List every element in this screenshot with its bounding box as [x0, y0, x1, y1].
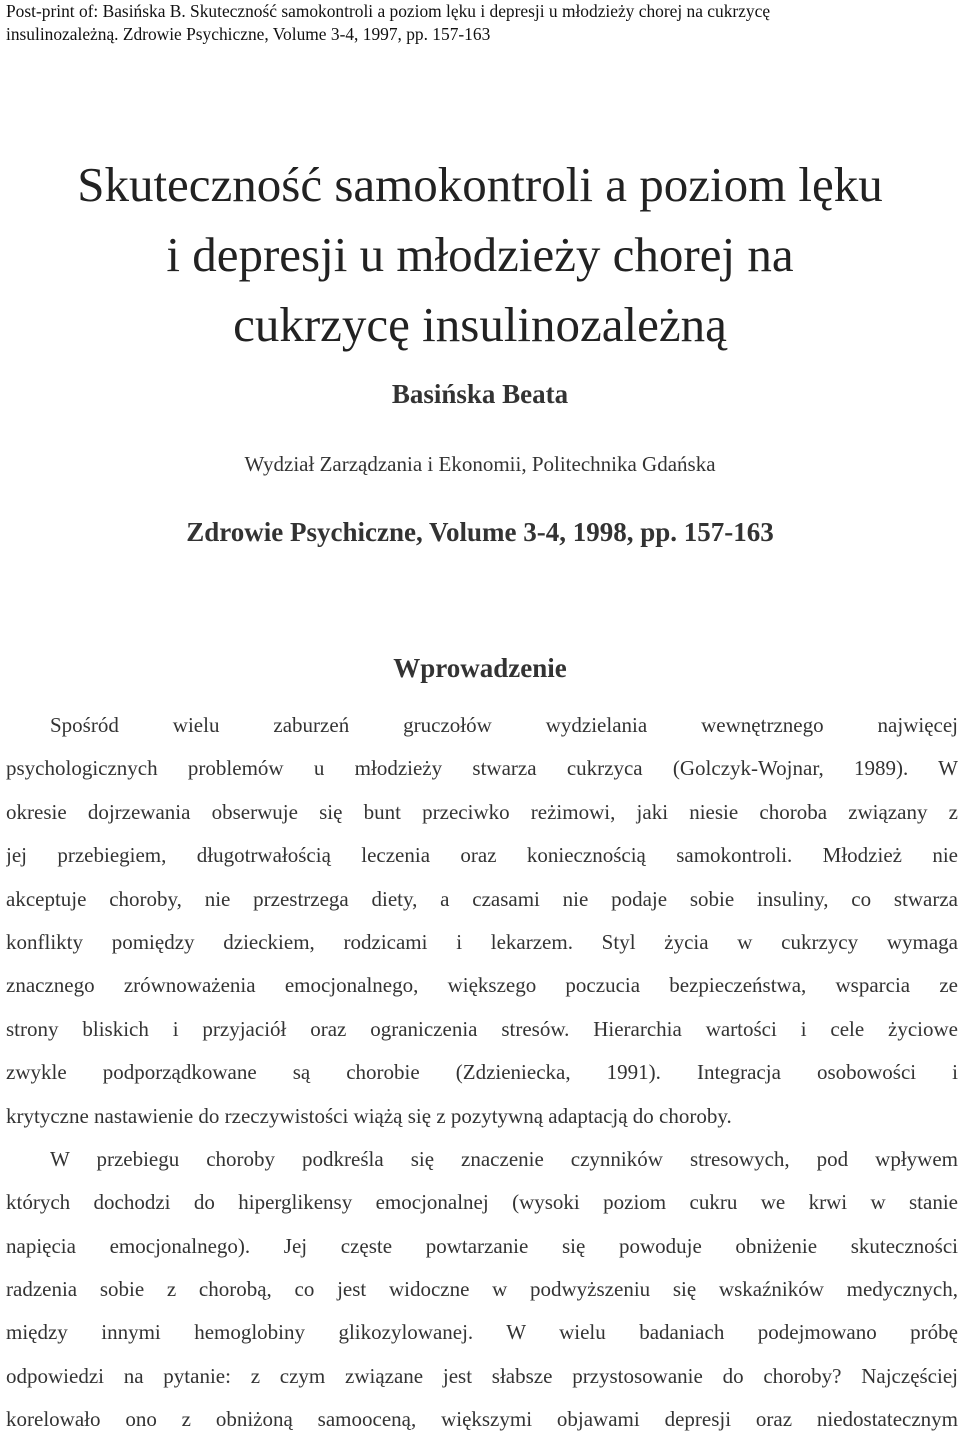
author-affiliation: Wydział Zarządzania i Ekonomii, Politechnika Gdańska — [244, 452, 716, 476]
citation-line-2: insulinozależną. Zdrowie Psychiczne, Volume 3-4, 1997, pp. 157-163 — [6, 24, 491, 44]
body-line: jej przebiegiem, długotrwałością leczenia oraz koniecznością samokontroli. Młodzież nie — [6, 843, 958, 868]
body-line: akceptuje choroby, nie przestrzega diety, a czasami nie podaje sobie insuliny, co stwarza — [6, 886, 958, 911]
body-line: W przebiegu choroby podkreśla się znaczenie czynników stresowych, pod wpływem — [50, 1146, 958, 1171]
body-line: zwykle podporządkowane są chorobie (Zdzieniecka, 1991). Integracja osobowości i — [6, 1060, 958, 1085]
citation-line-1: Post-print of: Basińska B. Skuteczność samokontroli a poziom lęku i depresji u młodzieży chorej na cukrzycę — [6, 1, 771, 21]
body-line: między innymi hemoglobiny glikozylowanej. W wielu badaniach podejmowano próbę — [6, 1320, 958, 1345]
body-line: radzenia sobie z chorobą, co jest widoczne w podwyższeniu się wskaźników medycznych, — [6, 1277, 958, 1302]
body-line: których dochodzi do hiperglikensy emocjonalnej (wysoki poziom cukru we krwi w stanie — [6, 1190, 958, 1215]
body-line: psychologicznych problemów u młodzieży stwarza cukrzyca (Golczyk-Wojnar, 1989). W — [6, 756, 958, 781]
title-line-3: cukrzycę insulinozależną — [233, 297, 727, 352]
body-line: Spośród wielu zaburzeń gruczołów wydzielania wewnętrznego najwięcej — [50, 713, 958, 737]
body-line: krytyczne nastawienie do rzeczywistości wiążą się z pozytywną adaptacją do choroby. — [6, 1103, 732, 1128]
body-line: okresie dojrzewania obserwuje się bunt przeciwko reżimowi, jaki niesie choroba związany z — [6, 799, 958, 824]
post-print-citation — [6, 0, 956, 46]
body-line: znacznego zrównoważenia emocjonalnego, większego poczucia bezpieczeństwa, wsparcia ze — [6, 973, 958, 998]
title-line-1: Skuteczność samokontroli a poziom lęku — [77, 157, 883, 212]
section-body — [6, 704, 958, 1442]
body-line: korelowało ono z obniżoną samooceną, większymi objawami depresji oraz niedostatecznym — [6, 1407, 958, 1432]
title-line-2: i depresji u młodzieży chorej na — [166, 227, 794, 282]
body-line: odpowiedzi na pytanie: z czym związane jest słabsze przystosowanie do choroby? Najczęściej — [6, 1363, 958, 1388]
paper-title — [0, 150, 960, 360]
journal-reference: Zdrowie Psychiczne, Volume 3-4, 1998, pp. 157-163 — [186, 517, 774, 547]
body-line: strony bliskich i przyjaciół oraz ograniczenia stresów. Hierarchia wartości i cele życiowe — [6, 1016, 958, 1041]
body-line: napięcia emocjonalnego). Jej częste powtarzanie się powoduje obniżenie skuteczności — [6, 1233, 958, 1258]
author-name: Basińska Beata — [391, 379, 569, 409]
body-line: konflikty pomiędzy dzieckiem, rodzicami i lekarzem. Styl życia w cukrzycy wymaga — [6, 929, 958, 954]
section-heading: Wprowadzenie — [393, 653, 567, 683]
